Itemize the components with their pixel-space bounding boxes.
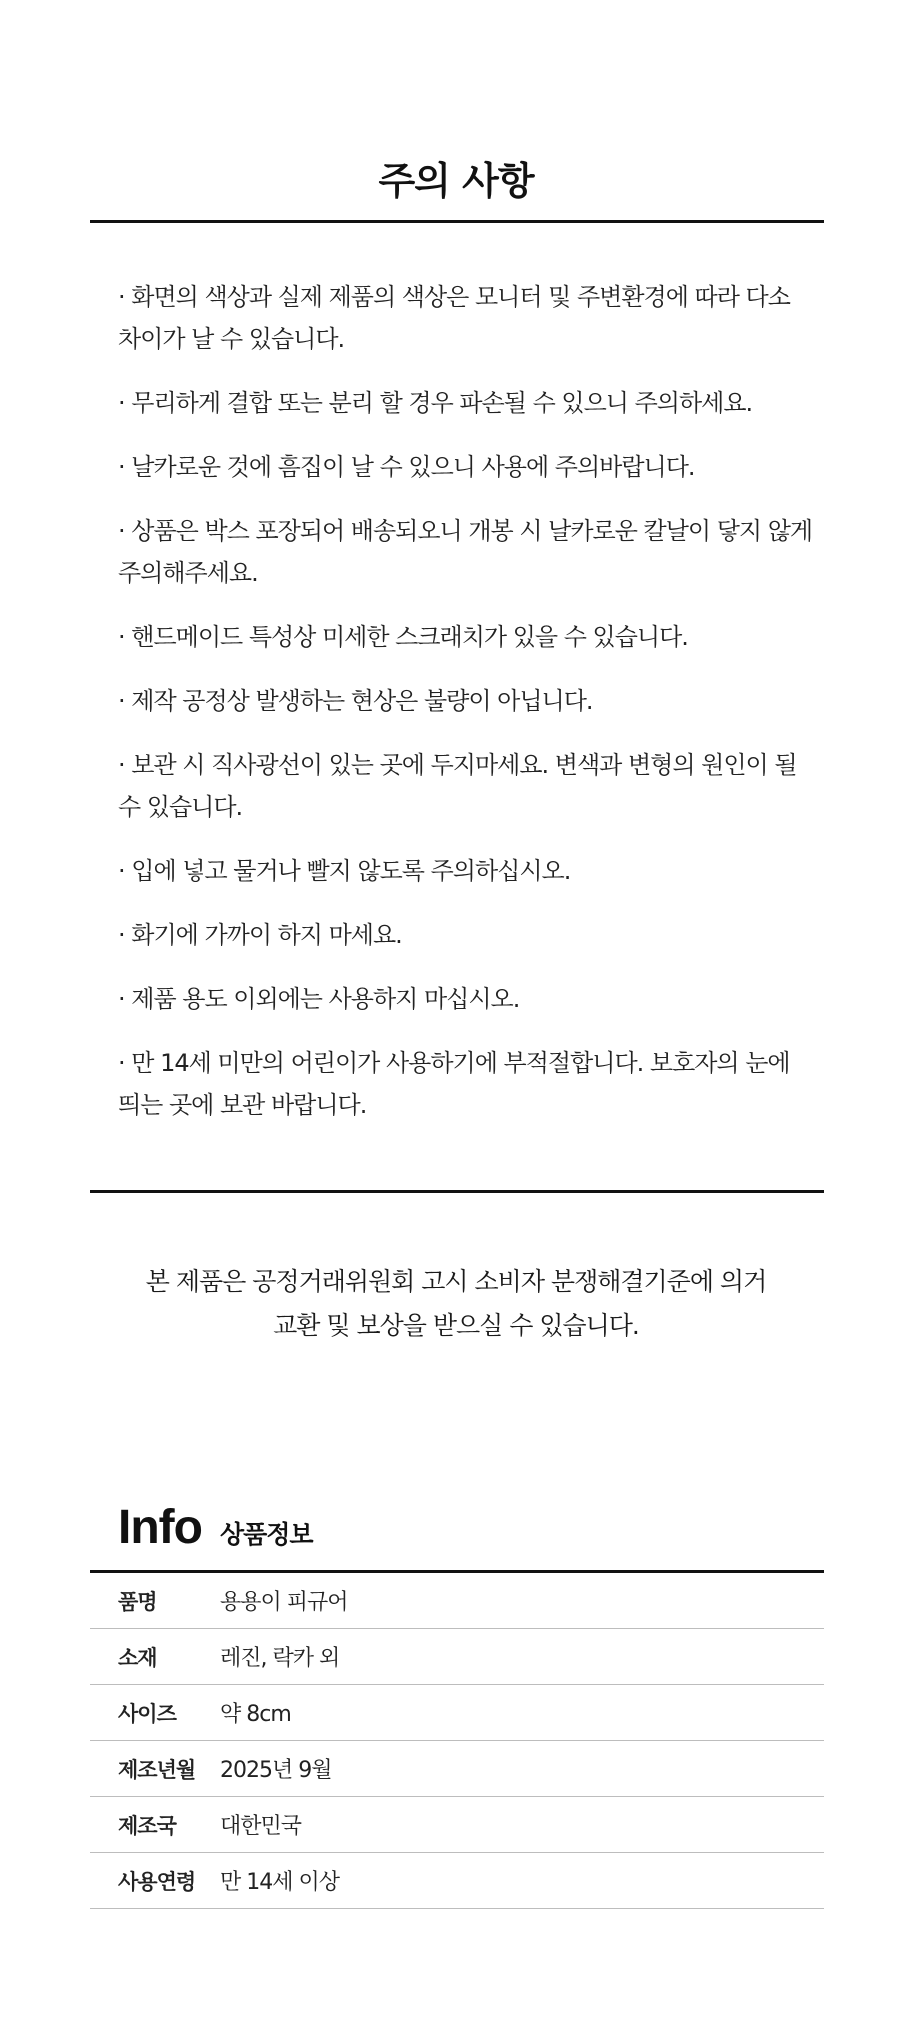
caution-bottom-divider [90,1190,824,1193]
info-value: 용용이 피규어 [220,1590,348,1615]
policy-line: 교환 및 보상을 받으실 수 있습니다. [273,1311,639,1340]
info-row-name [90,1573,824,1629]
info-subtitle: 상품정보 [219,1520,313,1549]
info-label: 제조년월 [118,1757,196,1782]
info-row-manufacture-date [90,1741,824,1797]
info-title: Info [118,1501,202,1554]
info-value: 레진, 락카 외 [220,1646,340,1671]
policy-line: 본 제품은 공정거래위원회 고시 소비자 분쟁해결기준에 의거 [145,1267,767,1296]
caution-item: · 입에 넣고 물거나 빨지 않도록 주의하십시오. [118,850,818,892]
info-value: 대한민국 [220,1814,302,1839]
info-label: 소재 [118,1645,157,1670]
info-label: 사이즈 [118,1701,176,1726]
info-value: 약 8cm [220,1702,291,1727]
caution-title: 주의 사항 [378,159,534,203]
info-row-size [90,1685,824,1741]
info-label: 제조국 [118,1813,176,1838]
info-heading [118,1500,313,1555]
info-value: 2025년 9월 [220,1758,332,1783]
info-row-material [90,1629,824,1685]
caution-item: · 무리하게 결합 또는 분리 할 경우 파손될 수 있으니 주의하세요. [118,382,818,424]
caution-item: · 만 14세 미만의 어린이가 사용하기에 부적절합니다. 보호자의 눈에 띄는 곳에 보관 바랍니다. [118,1042,818,1126]
caution-item: · 날카로운 것에 흠집이 날 수 있으니 사용에 주의바랍니다. [118,446,818,488]
caution-item: · 제품 용도 이외에는 사용하지 마십시오. [118,978,818,1020]
caution-item: · 화기에 가까이 하지 마세요. [118,914,818,956]
caution-item: · 보관 시 직사광선이 있는 곳에 두지마세요. 변색과 변형의 원인이 될 수 있습니다. [118,744,818,828]
caution-item: · 화면의 색상과 실제 제품의 색상은 모니터 및 주변환경에 따라 다소 차이가 날 수 있습니다. [118,276,818,360]
info-row-age [90,1853,824,1909]
caution-item: · 제작 공정상 발생하는 현상은 불량이 아닙니다. [118,680,818,722]
product-info-table [90,1570,824,1909]
caution-list [118,276,818,1148]
info-value: 만 14세 이상 [220,1870,339,1895]
info-label: 사용연령 [118,1869,196,1894]
caution-top-divider [90,220,824,223]
info-label: 품명 [118,1589,157,1614]
caution-item: · 상품은 박스 포장되어 배송되오니 개봉 시 날카로운 칼날이 닿지 않게 주의해주세요. [118,510,818,594]
exchange-policy-notice [0,1260,912,1348]
caution-item: · 핸드메이드 특성상 미세한 스크래치가 있을 수 있습니다. [118,616,818,658]
info-row-country [90,1797,824,1853]
